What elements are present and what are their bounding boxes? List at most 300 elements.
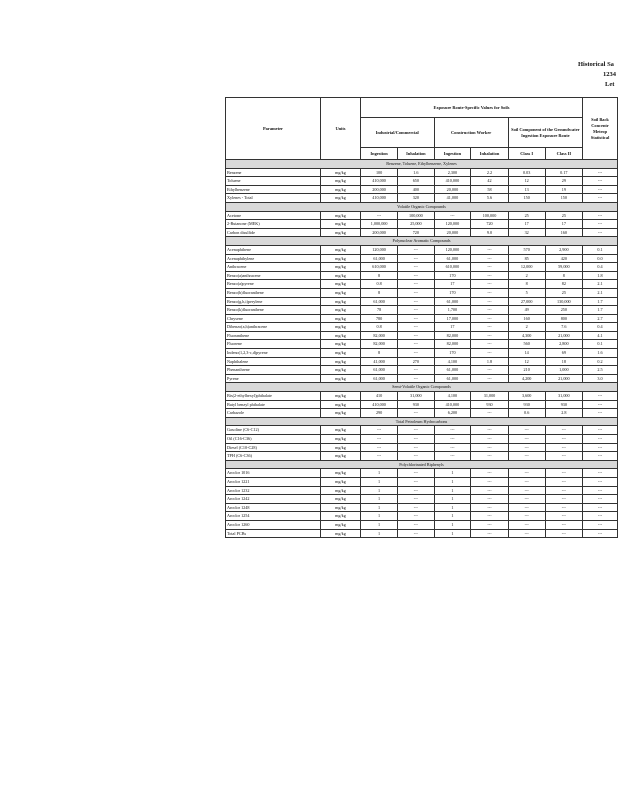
- value-cell: ---: [398, 486, 434, 495]
- parameter-name: Fluoranthene: [226, 331, 321, 340]
- value-cell: ---: [398, 340, 434, 349]
- value-cell: ---: [398, 366, 434, 375]
- value-cell: ---: [471, 435, 508, 444]
- value-cell: 20,000: [434, 228, 471, 237]
- table-row: [226, 469, 618, 478]
- table-row: [226, 168, 618, 177]
- value-cell: ---: [508, 435, 545, 444]
- value-cell: 61,000: [360, 366, 397, 375]
- value-cell: ---: [471, 374, 508, 383]
- table-row: [226, 185, 618, 194]
- value-cell: 200,000: [360, 228, 397, 237]
- parameter-name: Acenaphthene: [226, 245, 321, 254]
- units-cell: mg/kg: [321, 228, 361, 237]
- value-cell: ---: [471, 529, 508, 538]
- units-cell: mg/kg: [321, 392, 361, 401]
- value-cell: 61,000: [434, 297, 471, 306]
- units-cell: mg/kg: [321, 323, 361, 332]
- table-row: [226, 245, 618, 254]
- parameter-name: Indeno(1,2,3-c,d)pyrene: [226, 349, 321, 358]
- value-cell: 2: [508, 323, 545, 332]
- table-row: [226, 314, 618, 323]
- table-row: [226, 220, 618, 229]
- value-cell: ---: [583, 220, 618, 229]
- table-section-row: [226, 417, 618, 426]
- value-cell: 8: [545, 271, 582, 280]
- value-cell: 17: [434, 323, 471, 332]
- value-cell: ---: [545, 435, 582, 444]
- table-row: [226, 280, 618, 289]
- value-cell: 4,200: [508, 374, 545, 383]
- value-cell: ---: [508, 443, 545, 452]
- table-row: [226, 529, 618, 538]
- value-cell: ---: [471, 477, 508, 486]
- value-cell: ---: [583, 469, 618, 478]
- section-title: Benzene, Toluene, Ethylbenzene, Xylenes: [226, 160, 618, 169]
- table-section-row: [226, 460, 618, 469]
- value-cell: ---: [471, 520, 508, 529]
- value-cell: ---: [508, 452, 545, 461]
- value-cell: ---: [583, 194, 618, 203]
- units-cell: mg/kg: [321, 254, 361, 263]
- value-cell: 250: [545, 306, 582, 315]
- subheader-inhalation: Inhalation: [398, 148, 434, 160]
- table-row: [226, 426, 618, 435]
- table-row: [226, 392, 618, 401]
- value-cell: 0.4: [583, 323, 618, 332]
- units-cell: mg/kg: [321, 477, 361, 486]
- value-cell: 42: [471, 177, 508, 186]
- table-row: [226, 340, 618, 349]
- header-groundwater-component: Soil Component of the Groundwater Ingestion Exposure Route: [508, 118, 582, 148]
- value-cell: 270: [398, 357, 434, 366]
- units-cell: mg/kg: [321, 194, 361, 203]
- value-cell: 0.03: [508, 168, 545, 177]
- value-cell: ---: [471, 271, 508, 280]
- value-cell: 0.1: [583, 245, 618, 254]
- value-cell: 25,000: [398, 220, 434, 229]
- value-cell: ---: [471, 331, 508, 340]
- value-cell: 8: [360, 271, 397, 280]
- parameter-name: Diesel (C10-C28): [226, 443, 321, 452]
- value-cell: 160: [545, 228, 582, 237]
- value-cell: ---: [398, 529, 434, 538]
- value-cell: 170: [434, 271, 471, 280]
- value-cell: ---: [471, 426, 508, 435]
- units-cell: mg/kg: [321, 263, 361, 272]
- table-row: [226, 512, 618, 521]
- value-cell: ---: [471, 512, 508, 521]
- parameter-name: Benzo(k)fluoranthene: [226, 306, 321, 315]
- value-cell: 120,000: [434, 220, 471, 229]
- units-cell: mg/kg: [321, 357, 361, 366]
- parameter-name: Benzene: [226, 168, 321, 177]
- units-cell: mg/kg: [321, 426, 361, 435]
- table-row: [226, 306, 618, 315]
- parameter-name: Aroclor 1232: [226, 486, 321, 495]
- parameter-name: TPH (C6-C36): [226, 452, 321, 461]
- value-cell: ---: [398, 495, 434, 504]
- value-cell: 14: [508, 349, 545, 358]
- value-cell: ---: [398, 306, 434, 315]
- value-cell: ---: [471, 495, 508, 504]
- units-cell: mg/kg: [321, 280, 361, 289]
- units-cell: mg/kg: [321, 168, 361, 177]
- table-row: [226, 228, 618, 237]
- value-cell: ---: [398, 254, 434, 263]
- value-cell: 2.7: [583, 314, 618, 323]
- units-cell: mg/kg: [321, 211, 361, 220]
- value-cell: 410,000: [360, 177, 397, 186]
- parameter-name: Aroclor 1260: [226, 520, 321, 529]
- value-cell: 2,800: [545, 340, 582, 349]
- value-cell: ---: [583, 426, 618, 435]
- value-cell: 1: [434, 520, 471, 529]
- value-cell: 2.1: [583, 288, 618, 297]
- value-cell: 0.17: [545, 168, 582, 177]
- parameter-name: Butyl benzyl phthalate: [226, 400, 321, 409]
- table-row: [226, 323, 618, 332]
- header-industrial-commercial: Industrial/Commercial: [360, 118, 434, 148]
- value-cell: 1: [434, 529, 471, 538]
- value-cell: 4.1: [583, 331, 618, 340]
- value-cell: 0.0: [583, 254, 618, 263]
- value-cell: ---: [360, 426, 397, 435]
- parameter-name: Aroclor 1016: [226, 469, 321, 478]
- value-cell: 4,100: [434, 357, 471, 366]
- value-cell: 20,000: [434, 185, 471, 194]
- parameter-name: Benzo(g,h,i)perylene: [226, 297, 321, 306]
- value-cell: 61,000: [360, 254, 397, 263]
- table-row: [226, 263, 618, 272]
- value-cell: ---: [508, 529, 545, 538]
- value-cell: 19: [545, 185, 582, 194]
- value-cell: 2.2: [471, 168, 508, 177]
- value-cell: ---: [434, 211, 471, 220]
- units-cell: mg/kg: [321, 443, 361, 452]
- value-cell: 78: [360, 306, 397, 315]
- value-cell: 1: [434, 512, 471, 521]
- value-cell: ---: [434, 443, 471, 452]
- value-cell: ---: [583, 211, 618, 220]
- value-cell: 610,000: [434, 263, 471, 272]
- value-cell: 0.6: [508, 409, 545, 418]
- value-cell: 3,600: [508, 392, 545, 401]
- value-cell: ---: [508, 469, 545, 478]
- value-cell: ---: [398, 271, 434, 280]
- table-row: [226, 520, 618, 529]
- parameter-name: Fluorene: [226, 340, 321, 349]
- value-cell: 25: [545, 288, 582, 297]
- value-cell: ---: [471, 245, 508, 254]
- value-cell: 0.4: [583, 263, 618, 272]
- value-cell: ---: [583, 529, 618, 538]
- value-cell: 930: [398, 400, 434, 409]
- value-cell: 3.0: [583, 374, 618, 383]
- report-title-line2: 1234: [603, 71, 616, 78]
- value-cell: ---: [508, 426, 545, 435]
- parameter-name: Gasoline (C6-C12): [226, 426, 321, 435]
- units-cell: mg/kg: [321, 503, 361, 512]
- value-cell: 17,000: [434, 314, 471, 323]
- value-cell: ---: [471, 340, 508, 349]
- value-cell: ---: [583, 503, 618, 512]
- value-cell: 720: [398, 228, 434, 237]
- value-cell: 5: [508, 288, 545, 297]
- parameter-name: Carbon disulfide: [226, 228, 321, 237]
- value-cell: 420: [545, 254, 582, 263]
- value-cell: 170: [434, 288, 471, 297]
- units-cell: mg/kg: [321, 185, 361, 194]
- parameter-name: Acenaphthylene: [226, 254, 321, 263]
- subheader-class-2: Class II: [545, 148, 582, 160]
- value-cell: ---: [360, 211, 397, 220]
- value-cell: 0.8: [360, 280, 397, 289]
- value-cell: 120,000: [434, 245, 471, 254]
- value-cell: 570: [508, 245, 545, 254]
- parameter-name: Dibenzo(a,h)anthracene: [226, 323, 321, 332]
- parameter-name: Chrysene: [226, 314, 321, 323]
- value-cell: 1: [434, 477, 471, 486]
- units-cell: mg/kg: [321, 177, 361, 186]
- value-cell: 1.8: [471, 357, 508, 366]
- units-cell: mg/kg: [321, 297, 361, 306]
- value-cell: ---: [583, 400, 618, 409]
- value-cell: 560: [508, 340, 545, 349]
- value-cell: ---: [398, 280, 434, 289]
- table-row: [226, 331, 618, 340]
- units-cell: mg/kg: [321, 271, 361, 280]
- subheader-ingestion: Ingestion: [434, 148, 471, 160]
- value-cell: 1.7: [583, 306, 618, 315]
- parameter-name: Toluene: [226, 177, 321, 186]
- parameter-name: Benzo(a)anthracene: [226, 271, 321, 280]
- parameter-name: Xylenes - Total: [226, 194, 321, 203]
- soil-values-table: [225, 97, 618, 538]
- value-cell: 650: [398, 177, 434, 186]
- value-cell: 61,000: [434, 366, 471, 375]
- units-cell: mg/kg: [321, 435, 361, 444]
- parameter-name: Benzo(b)fluoranthene: [226, 288, 321, 297]
- value-cell: ---: [471, 314, 508, 323]
- value-cell: 2.5: [583, 366, 618, 375]
- value-cell: ---: [545, 477, 582, 486]
- units-cell: mg/kg: [321, 349, 361, 358]
- value-cell: ---: [398, 263, 434, 272]
- table-row: [226, 288, 618, 297]
- parameter-name: Ethylbenzene: [226, 185, 321, 194]
- value-cell: ---: [398, 426, 434, 435]
- value-cell: 17: [545, 220, 582, 229]
- value-cell: 12: [508, 177, 545, 186]
- value-cell: ---: [471, 486, 508, 495]
- value-cell: 1: [360, 512, 397, 521]
- parameter-name: Pyrene: [226, 374, 321, 383]
- value-cell: ---: [545, 443, 582, 452]
- parameter-name: Aroclor 1254: [226, 512, 321, 521]
- header-parameter: Parameter: [226, 98, 321, 160]
- value-cell: 25: [508, 211, 545, 220]
- parameter-name: Aroclor 1242: [226, 495, 321, 504]
- value-cell: 410,000: [434, 400, 471, 409]
- value-cell: 1,700: [434, 306, 471, 315]
- table-section-row: [226, 383, 618, 392]
- parameter-name: Bis(2-ethylhexyl)phthalate: [226, 392, 321, 401]
- value-cell: ---: [471, 254, 508, 263]
- value-cell: 12,000: [508, 263, 545, 272]
- value-cell: 1.6: [398, 168, 434, 177]
- units-cell: mg/kg: [321, 512, 361, 521]
- value-cell: ---: [508, 477, 545, 486]
- parameter-name: Aroclor 1221: [226, 477, 321, 486]
- value-cell: 120,000: [360, 245, 397, 254]
- value-cell: ---: [398, 323, 434, 332]
- table-row: [226, 443, 618, 452]
- value-cell: 780: [360, 314, 397, 323]
- value-cell: ---: [434, 435, 471, 444]
- value-cell: 1: [360, 486, 397, 495]
- value-cell: 930: [545, 400, 582, 409]
- table-row: [226, 486, 618, 495]
- value-cell: ---: [545, 529, 582, 538]
- table-row: [226, 452, 618, 461]
- value-cell: ---: [508, 520, 545, 529]
- parameter-name: Aroclor 1248: [226, 503, 321, 512]
- units-cell: mg/kg: [321, 400, 361, 409]
- value-cell: 150: [508, 194, 545, 203]
- value-cell: ---: [471, 263, 508, 272]
- value-cell: 58: [471, 185, 508, 194]
- value-cell: 21,000: [545, 331, 582, 340]
- value-cell: ---: [398, 409, 434, 418]
- value-cell: 4,100: [434, 392, 471, 401]
- section-title: Polynuclear Aromatic Compounds: [226, 237, 618, 246]
- parameter-name: 2-Butanone (MEK): [226, 220, 321, 229]
- units-cell: mg/kg: [321, 495, 361, 504]
- value-cell: 100,000: [398, 211, 434, 220]
- subheader-ingestion: Ingestion: [360, 148, 397, 160]
- value-cell: ---: [508, 486, 545, 495]
- units-cell: mg/kg: [321, 520, 361, 529]
- value-cell: 2,900: [545, 245, 582, 254]
- value-cell: 17: [434, 280, 471, 289]
- value-cell: 21,000: [545, 374, 582, 383]
- section-title: Polychlorinated Biphenyls: [226, 460, 618, 469]
- value-cell: ---: [434, 426, 471, 435]
- header-construction-worker: Construction Worker: [434, 118, 508, 148]
- value-cell: 13: [508, 185, 545, 194]
- value-cell: 1: [434, 469, 471, 478]
- table-row: [226, 366, 618, 375]
- value-cell: 320: [398, 194, 434, 203]
- value-cell: 130,000: [545, 297, 582, 306]
- table-row: [226, 194, 618, 203]
- header-exposure-routes: Exposure Route-Specific Values for Soils: [360, 98, 582, 118]
- units-cell: mg/kg: [321, 374, 361, 383]
- value-cell: ---: [583, 177, 618, 186]
- value-cell: ---: [583, 228, 618, 237]
- value-cell: ---: [398, 245, 434, 254]
- value-cell: 9.0: [471, 228, 508, 237]
- value-cell: 49: [508, 306, 545, 315]
- parameter-name: Oil (C16-C36): [226, 435, 321, 444]
- value-cell: 82: [545, 280, 582, 289]
- value-cell: 200,000: [360, 185, 397, 194]
- value-cell: 100: [360, 168, 397, 177]
- value-cell: ---: [583, 435, 618, 444]
- table-row: [226, 349, 618, 358]
- parameter-name: Naphthalene: [226, 357, 321, 366]
- value-cell: 25: [545, 211, 582, 220]
- value-cell: 1: [360, 520, 397, 529]
- value-cell: 0.1: [583, 340, 618, 349]
- value-cell: ---: [398, 443, 434, 452]
- value-cell: 6,200: [434, 409, 471, 418]
- table-row: [226, 271, 618, 280]
- table-section-row: [226, 160, 618, 169]
- value-cell: ---: [508, 512, 545, 521]
- units-cell: mg/kg: [321, 220, 361, 229]
- value-cell: 61,000: [360, 297, 397, 306]
- value-cell: ---: [583, 512, 618, 521]
- parameter-name: Anthracene: [226, 263, 321, 272]
- value-cell: ---: [583, 452, 618, 461]
- section-title: Volatile Organic Compounds: [226, 202, 618, 211]
- units-cell: mg/kg: [321, 529, 361, 538]
- value-cell: 8: [360, 288, 397, 297]
- value-cell: ---: [360, 443, 397, 452]
- value-cell: ---: [583, 443, 618, 452]
- value-cell: 12: [508, 357, 545, 366]
- value-cell: 8: [508, 280, 545, 289]
- table-body: [226, 160, 618, 538]
- value-cell: 69: [545, 349, 582, 358]
- units-cell: mg/kg: [321, 340, 361, 349]
- section-title: Total Petroleum Hydrocarbons: [226, 417, 618, 426]
- value-cell: 27,000: [508, 297, 545, 306]
- value-cell: 1,000,000: [360, 220, 397, 229]
- value-cell: ---: [508, 503, 545, 512]
- units-cell: mg/kg: [321, 314, 361, 323]
- parameter-name: Benzo(a)pyrene: [226, 280, 321, 289]
- table-row: [226, 374, 618, 383]
- table-section-row: [226, 237, 618, 246]
- value-cell: 1: [360, 477, 397, 486]
- header-units: Units: [321, 98, 361, 160]
- value-cell: 61,000: [434, 254, 471, 263]
- value-cell: 1: [360, 469, 397, 478]
- value-cell: ---: [583, 409, 618, 418]
- value-cell: ---: [360, 452, 397, 461]
- report-title-line1: Historical Sa: [578, 61, 614, 68]
- value-cell: ---: [434, 452, 471, 461]
- value-cell: ---: [471, 306, 508, 315]
- value-cell: 1: [434, 486, 471, 495]
- report-title-line3: Let: [605, 81, 615, 88]
- value-cell: 1,000: [545, 366, 582, 375]
- value-cell: ---: [583, 486, 618, 495]
- units-cell: mg/kg: [321, 409, 361, 418]
- value-cell: 85: [508, 254, 545, 263]
- value-cell: 150: [545, 194, 582, 203]
- value-cell: 2,300: [434, 168, 471, 177]
- value-cell: 61,000: [360, 374, 397, 383]
- value-cell: 18: [545, 357, 582, 366]
- value-cell: ---: [545, 426, 582, 435]
- value-cell: ---: [471, 280, 508, 289]
- value-cell: 59,000: [545, 263, 582, 272]
- value-cell: 0.2: [583, 357, 618, 366]
